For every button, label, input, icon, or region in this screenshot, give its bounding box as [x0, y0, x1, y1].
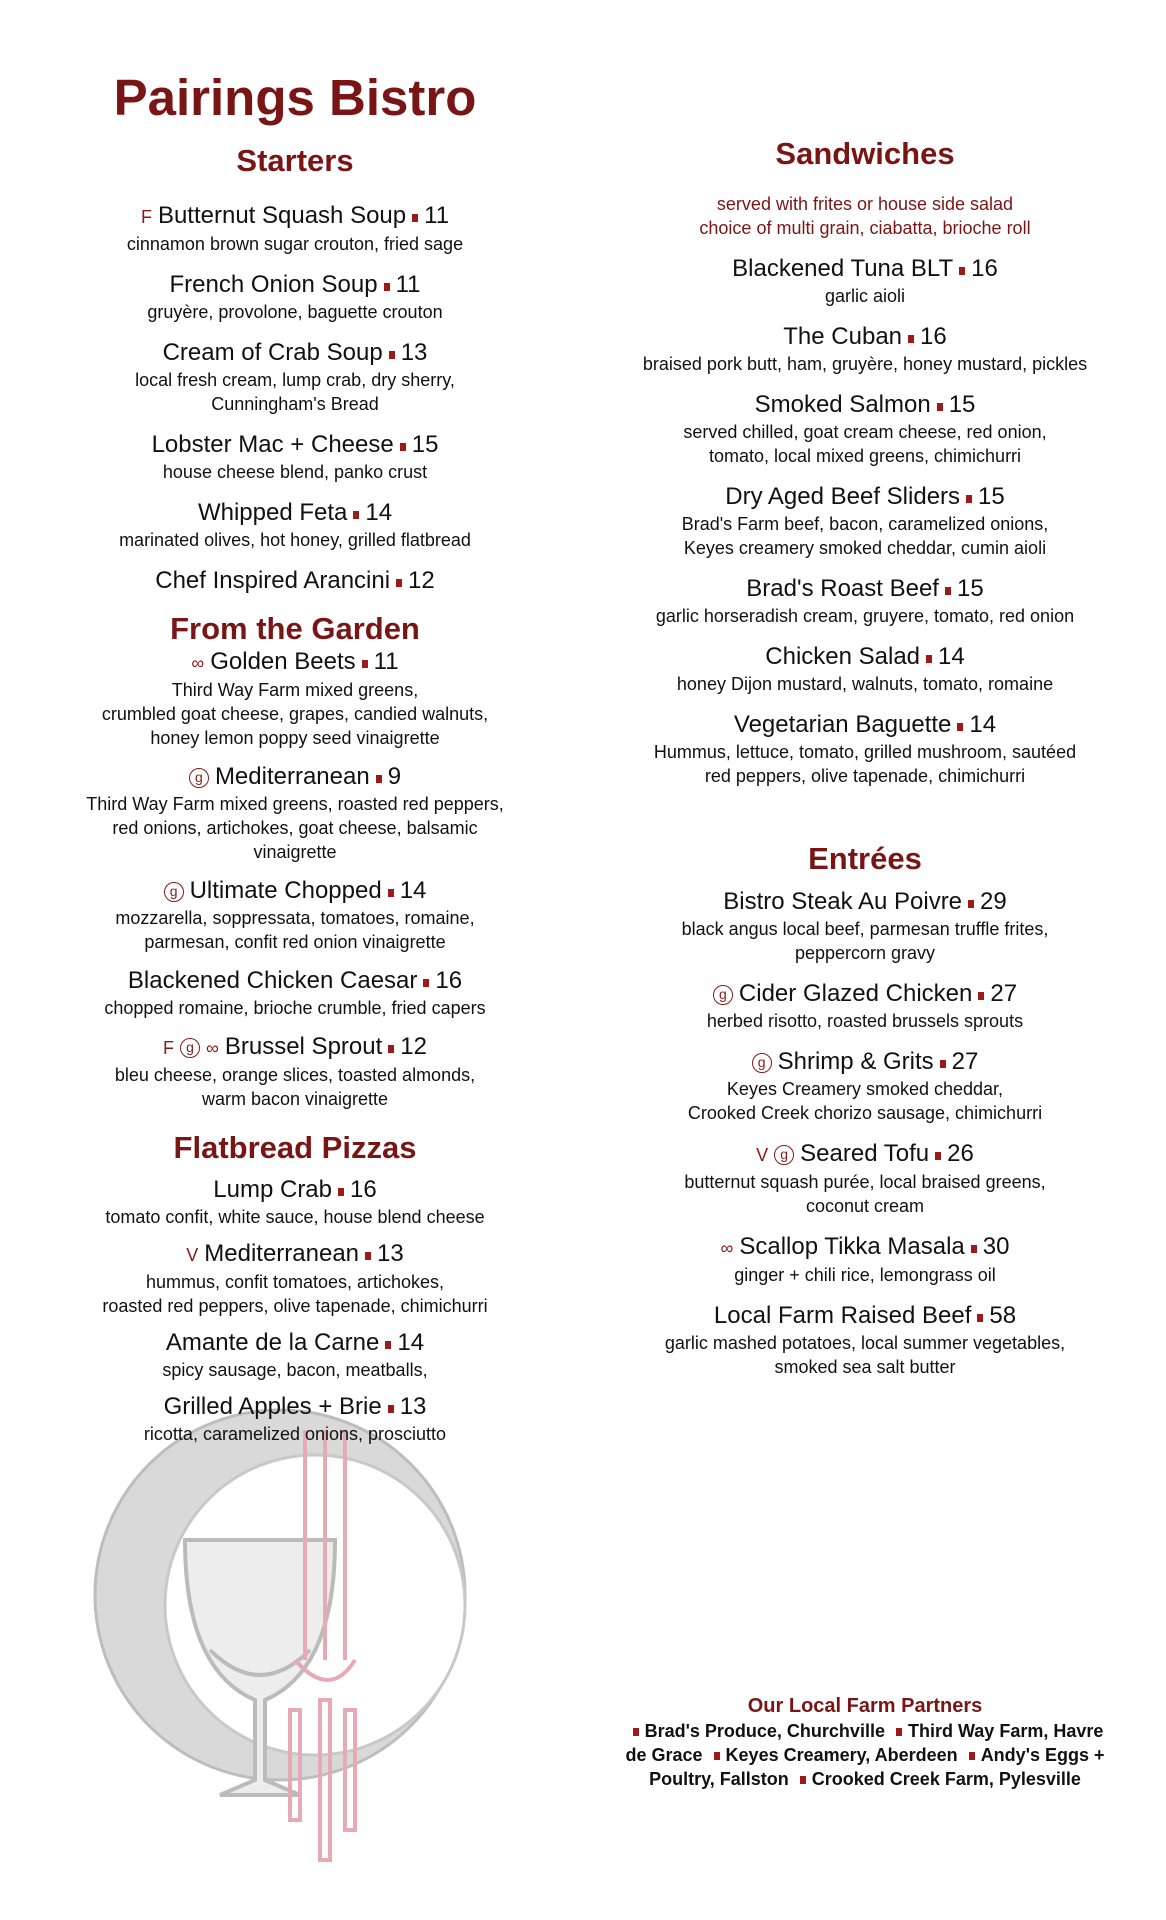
menu-item-price: 15 [948, 391, 976, 419]
menu-item [600, 1047, 1130, 1125]
menu-item-title [600, 887, 1130, 917]
menu-item-title [40, 270, 550, 300]
description-line: warm bacon vinaigrette [201, 1089, 389, 1110]
menu-item-title [600, 642, 1130, 672]
menu-item-title [600, 979, 1130, 1009]
menu-item-description: herbed risotto, roasted brussels sprouts [706, 1011, 1024, 1032]
description-line: Third Way Farm mixed greens, [171, 680, 419, 701]
menu-item-description: garlic aioli [824, 286, 906, 307]
dietary-tag: F [140, 207, 152, 228]
farm-partners [615, 1693, 1115, 1791]
menu-item [600, 1139, 1130, 1218]
menu-item-name: Chef Inspired Arancini [155, 567, 391, 595]
description-line: parmesan, confit red onion vinaigrette [144, 932, 446, 953]
menu-item [600, 887, 1130, 965]
menu-item-description [600, 1170, 1130, 1218]
right-column [600, 135, 1130, 1393]
menu-item-price: 14 [938, 643, 965, 671]
square-bullet-icon [977, 1314, 983, 1322]
dietary-tag: ∞ [191, 653, 205, 674]
description-line: Keyes Creamery smoked cheddar, [726, 1079, 1004, 1100]
menu-item-price: 11 [424, 202, 450, 230]
square-bullet-icon [633, 1728, 639, 1736]
menu-item-description [600, 420, 1130, 468]
description-line: red peppers, olive tapenade, chimichurri [704, 766, 1026, 787]
menu-item-description: braised pork butt, ham, gruyère, honey mustard, pickles [642, 354, 1088, 375]
square-bullet-icon [896, 1728, 902, 1736]
menu-item-title [600, 1139, 1130, 1170]
square-bullet-icon [957, 723, 963, 731]
menu-item-title [600, 254, 1130, 284]
circled-g-icon: g [713, 985, 733, 1005]
section-flatbread-pizzas [40, 1129, 550, 1445]
description-line: vinaigrette [253, 842, 337, 863]
menu-item-title [40, 1032, 550, 1063]
menu-item-name: Smoked Salmon [754, 391, 931, 419]
farm-partner: Brad's Produce, Churchville [644, 1721, 885, 1741]
menu-item-title [40, 201, 550, 232]
menu-item [600, 642, 1130, 696]
dietary-tag: F [163, 1038, 175, 1059]
square-bullet-icon [362, 660, 368, 668]
menu-item [40, 1328, 550, 1382]
menu-item-price: 26 [947, 1140, 974, 1168]
description-line: smoked sea salt butter [774, 1357, 956, 1378]
menu-item-title [40, 430, 550, 460]
left-column [40, 70, 550, 1456]
menu-item [600, 1232, 1130, 1287]
section-title: Entrées [808, 841, 922, 877]
menu-item-title [40, 566, 550, 596]
menu-item-description: chopped romaine, brioche crumble, fried capers [104, 998, 486, 1019]
section-title: Flatbread Pizzas [173, 1130, 417, 1166]
square-bullet-icon [384, 283, 390, 291]
section-entrees [600, 840, 1130, 1379]
square-bullet-icon [389, 351, 395, 359]
menu-item-name: Local Farm Raised Beef [713, 1302, 972, 1330]
menu-item-title [600, 574, 1130, 604]
menu-item-price: 11 [373, 648, 399, 676]
menu-item-price: 14 [399, 877, 427, 905]
dietary-tag: ∞ [720, 1238, 734, 1259]
square-bullet-icon [412, 214, 418, 222]
menu-item-name: Brad's Roast Beef [746, 575, 939, 603]
menu-item [600, 482, 1130, 560]
menu-item-name: Mediterranean [204, 1239, 360, 1267]
menu-item-title [600, 482, 1130, 512]
section-sandwiches [600, 135, 1130, 788]
square-bullet-icon [376, 775, 382, 783]
menu-item-price: 15 [411, 431, 439, 459]
menu-item-name: Dry Aged Beef Sliders [725, 483, 961, 511]
menu-item [40, 1392, 550, 1446]
menu-item-price: 14 [365, 499, 393, 527]
menu-item-price: 15 [956, 575, 984, 603]
menu-item-title [40, 1328, 550, 1358]
menu-item-name: Bistro Steak Au Poivre [723, 888, 963, 916]
menu-item-name: Chicken Salad [765, 643, 921, 671]
menu-item [40, 762, 550, 864]
description-line: Cunningham's Bread [211, 394, 379, 415]
square-bullet-icon [396, 579, 402, 587]
menu-item-title [600, 390, 1130, 420]
square-bullet-icon [338, 1188, 344, 1196]
menu-item [40, 966, 550, 1020]
menu-item-description [40, 678, 550, 750]
bistro-logo-watermark [90, 1400, 500, 1870]
description-line: coconut cream [805, 1196, 925, 1217]
description-line: tomato, local mixed greens, chimichurri [708, 446, 1022, 467]
section-note-line: served with frites or house side salad [716, 194, 1014, 215]
menu-item-name: Blackened Chicken Caesar [127, 967, 418, 995]
menu-item-title [40, 876, 550, 906]
menu-item-name: Amante de la Carne [165, 1328, 380, 1356]
square-bullet-icon [365, 1252, 371, 1260]
description-line: honey lemon poppy seed vinaigrette [150, 728, 440, 749]
menu-item-price: 9 [387, 763, 402, 791]
section-title: From the Garden [170, 611, 420, 647]
description-line: Crooked Creek chorizo sausage, chimichurri [687, 1103, 1043, 1124]
menu-item-title [40, 1175, 550, 1205]
description-line: hummus, confit tomatoes, artichokes, [145, 1271, 445, 1292]
menu-item-title [40, 498, 550, 528]
infinity-icon: ∞ [206, 1038, 219, 1059]
square-bullet-icon [400, 443, 406, 451]
dietary-tag: V [756, 1145, 769, 1166]
circled-g-icon: g [189, 768, 209, 788]
square-bullet-icon [959, 267, 965, 275]
menu-item-description: cinnamon brown sugar crouton, fried sage [126, 234, 464, 255]
menu-item-price: 16 [971, 255, 998, 283]
menu-item [600, 710, 1130, 788]
menu-item-description: honey Dijon mustard, walnuts, tomato, romaine [676, 674, 1054, 695]
menu-item-description [600, 917, 1130, 965]
menu-item-description: house cheese blend, panko crust [162, 462, 428, 483]
menu-item [40, 270, 550, 324]
description-line: garlic mashed potatoes, local summer vegetables, [664, 1333, 1066, 1354]
menu-item-description [40, 792, 550, 864]
square-bullet-icon [423, 979, 429, 987]
section-note-line: choice of multi grain, ciabatta, brioche roll [699, 218, 1031, 239]
square-bullet-icon [714, 1752, 720, 1760]
menu-item [600, 254, 1130, 308]
description-line: mozzarella, soppressata, tomatoes, romaine, [115, 908, 475, 929]
restaurant-name: Pairings Bistro [113, 69, 477, 126]
section-note [600, 192, 1130, 240]
square-bullet-icon [385, 1341, 391, 1349]
square-bullet-icon [945, 587, 951, 595]
square-bullet-icon [969, 1752, 975, 1760]
menu-item-price: 13 [377, 1239, 404, 1267]
menu-item-description [40, 1063, 550, 1111]
menu-item-name: Blackened Tuna BLT [732, 255, 954, 283]
square-bullet-icon [971, 1245, 977, 1253]
circled-g-icon: g [752, 1053, 772, 1073]
menu-item-description [600, 1077, 1130, 1125]
description-line: red onions, artichokes, goat cheese, balsamic [112, 818, 478, 839]
menu-item-price: 13 [400, 339, 428, 367]
menu-item-price: 14 [969, 711, 997, 739]
square-bullet-icon [937, 403, 943, 411]
menu-item-title [40, 338, 550, 368]
menu-item-price: 27 [951, 1048, 979, 1076]
description-line: crumbled goat cheese, grapes, candied walnuts, [101, 704, 489, 725]
farm-partners-title: Our Local Farm Partners [747, 1695, 983, 1717]
square-bullet-icon [388, 889, 394, 897]
menu-item [600, 574, 1130, 628]
description-line: butternut squash purée, local braised greens, [684, 1172, 1046, 1193]
menu-item-description: ginger + chili rice, lemongrass oil [734, 1265, 996, 1286]
menu-item-name: Shrimp & Grits [777, 1048, 934, 1076]
menu-item-name: Mediterranean [214, 763, 370, 791]
menu-item-name: Lump Crab [213, 1175, 333, 1203]
menu-item-price: 16 [920, 323, 947, 351]
menu-item-price: 13 [399, 1392, 427, 1420]
menu-item-title [40, 966, 550, 996]
dietary-tag: V [186, 1244, 199, 1265]
menu-item-description [40, 368, 550, 416]
menu-item-title [600, 710, 1130, 740]
square-bullet-icon [966, 495, 972, 503]
menu-item-price: 16 [435, 967, 463, 995]
menu-item-price: 11 [395, 271, 421, 299]
menu-item [600, 322, 1130, 376]
menu-item-name: Brussel Sprout [224, 1033, 383, 1061]
section-title: Starters [236, 143, 354, 179]
menu-item-description [600, 740, 1130, 788]
farm-partner: Andy's Eggs + Poultry, Fallston [649, 1745, 1105, 1789]
menu-item-title [40, 1239, 550, 1270]
circled-g-icon: g [180, 1038, 200, 1058]
menu-item-price: 27 [990, 980, 1018, 1008]
description-line: Third Way Farm mixed greens, roasted red peppers, [86, 794, 504, 815]
menu-item-price: 16 [350, 1175, 377, 1203]
menu-item [40, 430, 550, 484]
menu-item-description: tomato confit, white sauce, house blend cheese [105, 1206, 485, 1227]
square-bullet-icon [353, 511, 359, 519]
menu-item-price: 29 [980, 888, 1007, 916]
menu-item-title [40, 647, 550, 678]
menu-item-name: Seared Tofu [800, 1140, 930, 1168]
menu-item [40, 1239, 550, 1318]
menu-item-description: marinated olives, hot honey, grilled flatbread [119, 530, 471, 551]
description-line: Keyes creamery smoked cheddar, cumin aioli [683, 538, 1047, 559]
menu-item-name: Cider Glazed Chicken [738, 980, 973, 1008]
menu-item-title [40, 762, 550, 792]
square-bullet-icon [935, 1152, 941, 1160]
menu-item-description [600, 512, 1130, 560]
menu-item-name: Cream of Crab Soup [162, 339, 383, 367]
menu-item [40, 1175, 550, 1229]
square-bullet-icon [940, 1060, 946, 1068]
menu-item-price: 15 [978, 483, 1005, 511]
menu-item-title [600, 1301, 1130, 1331]
menu-item-name: Vegetarian Baguette [733, 711, 952, 739]
description-line: bleu cheese, orange slices, toasted almonds, [114, 1065, 476, 1086]
menu-item-name: Butternut Squash Soup [157, 202, 407, 230]
section-starters [40, 142, 550, 596]
menu-item-description [600, 1331, 1130, 1379]
menu-item-price: 12 [400, 1033, 427, 1061]
farm-partner: Third Way Farm, Havre de Grace [625, 1721, 1104, 1765]
circled-g-icon: g [164, 882, 184, 902]
menu-item [600, 979, 1130, 1033]
menu-item-title [600, 1047, 1130, 1077]
menu-item-description [40, 906, 550, 954]
menu-item [40, 338, 550, 416]
menu-item [40, 201, 550, 256]
menu-item-description: ricotta, caramelized onions, prosciutto [143, 1423, 447, 1444]
square-bullet-icon [908, 335, 914, 343]
menu-item-description [40, 1270, 550, 1318]
menu-item-description: garlic horseradish cream, gruyere, tomato, red onion [655, 606, 1075, 627]
square-bullet-icon [388, 1045, 394, 1053]
menu-item-description: spicy sausage, bacon, meatballs, [162, 1359, 428, 1380]
menu-item-description: gruyère, provolone, baguette crouton [147, 302, 443, 323]
menu-item [40, 498, 550, 552]
menu-item-name: Grilled Apples + Brie [163, 1392, 382, 1420]
square-bullet-icon [978, 992, 984, 1000]
menu-item-price: 30 [982, 1233, 1010, 1261]
description-line: local fresh cream, lump crab, dry sherry, [135, 370, 455, 391]
farm-partner: Crooked Creek Farm, Pylesville [811, 1769, 1081, 1789]
description-line: peppercorn gravy [794, 943, 936, 964]
menu-item [40, 876, 550, 954]
section-garden [40, 610, 550, 1111]
description-line: Brad's Farm beef, bacon, caramelized onions, [681, 514, 1049, 535]
description-line: black angus local beef, parmesan truffle frites, [681, 919, 1049, 940]
menu-item [600, 390, 1130, 468]
menu-item-title [600, 1232, 1130, 1263]
description-line: roasted red peppers, olive tapenade, chimichurri [102, 1295, 488, 1316]
section-title: Sandwiches [775, 136, 955, 171]
menu-item-price: 58 [989, 1302, 1017, 1330]
description-line: served chilled, goat cream cheese, red onion, [683, 422, 1047, 443]
menu-item-name: Whipped Feta [197, 499, 348, 527]
menu-item [40, 566, 550, 596]
menu-item-price: 14 [397, 1328, 425, 1356]
circled-g-icon: g [774, 1145, 794, 1165]
square-bullet-icon [800, 1776, 806, 1784]
menu-item-name: Ultimate Chopped [189, 877, 382, 905]
menu-item [40, 647, 550, 750]
menu-item [40, 1032, 550, 1111]
menu-item-title [40, 1392, 550, 1422]
menu-item-title [600, 322, 1130, 352]
square-bullet-icon [388, 1405, 394, 1413]
farm-partners-list [615, 1719, 1115, 1791]
description-line: Hummus, lettuce, tomato, grilled mushroom, sautéed [653, 742, 1077, 763]
square-bullet-icon [926, 655, 932, 663]
menu-item-price: 12 [408, 567, 435, 595]
menu-item-name: French Onion Soup [169, 271, 378, 299]
square-bullet-icon [968, 900, 974, 908]
menu-item [600, 1301, 1130, 1379]
menu-item-name: Scallop Tikka Masala [739, 1233, 965, 1261]
menu-item-name: Golden Beets [210, 648, 356, 676]
menu-item-name: Lobster Mac + Cheese [151, 431, 394, 459]
menu-item-name: The Cuban [783, 323, 903, 351]
farm-partner: Keyes Creamery, Aberdeen [725, 1745, 958, 1765]
